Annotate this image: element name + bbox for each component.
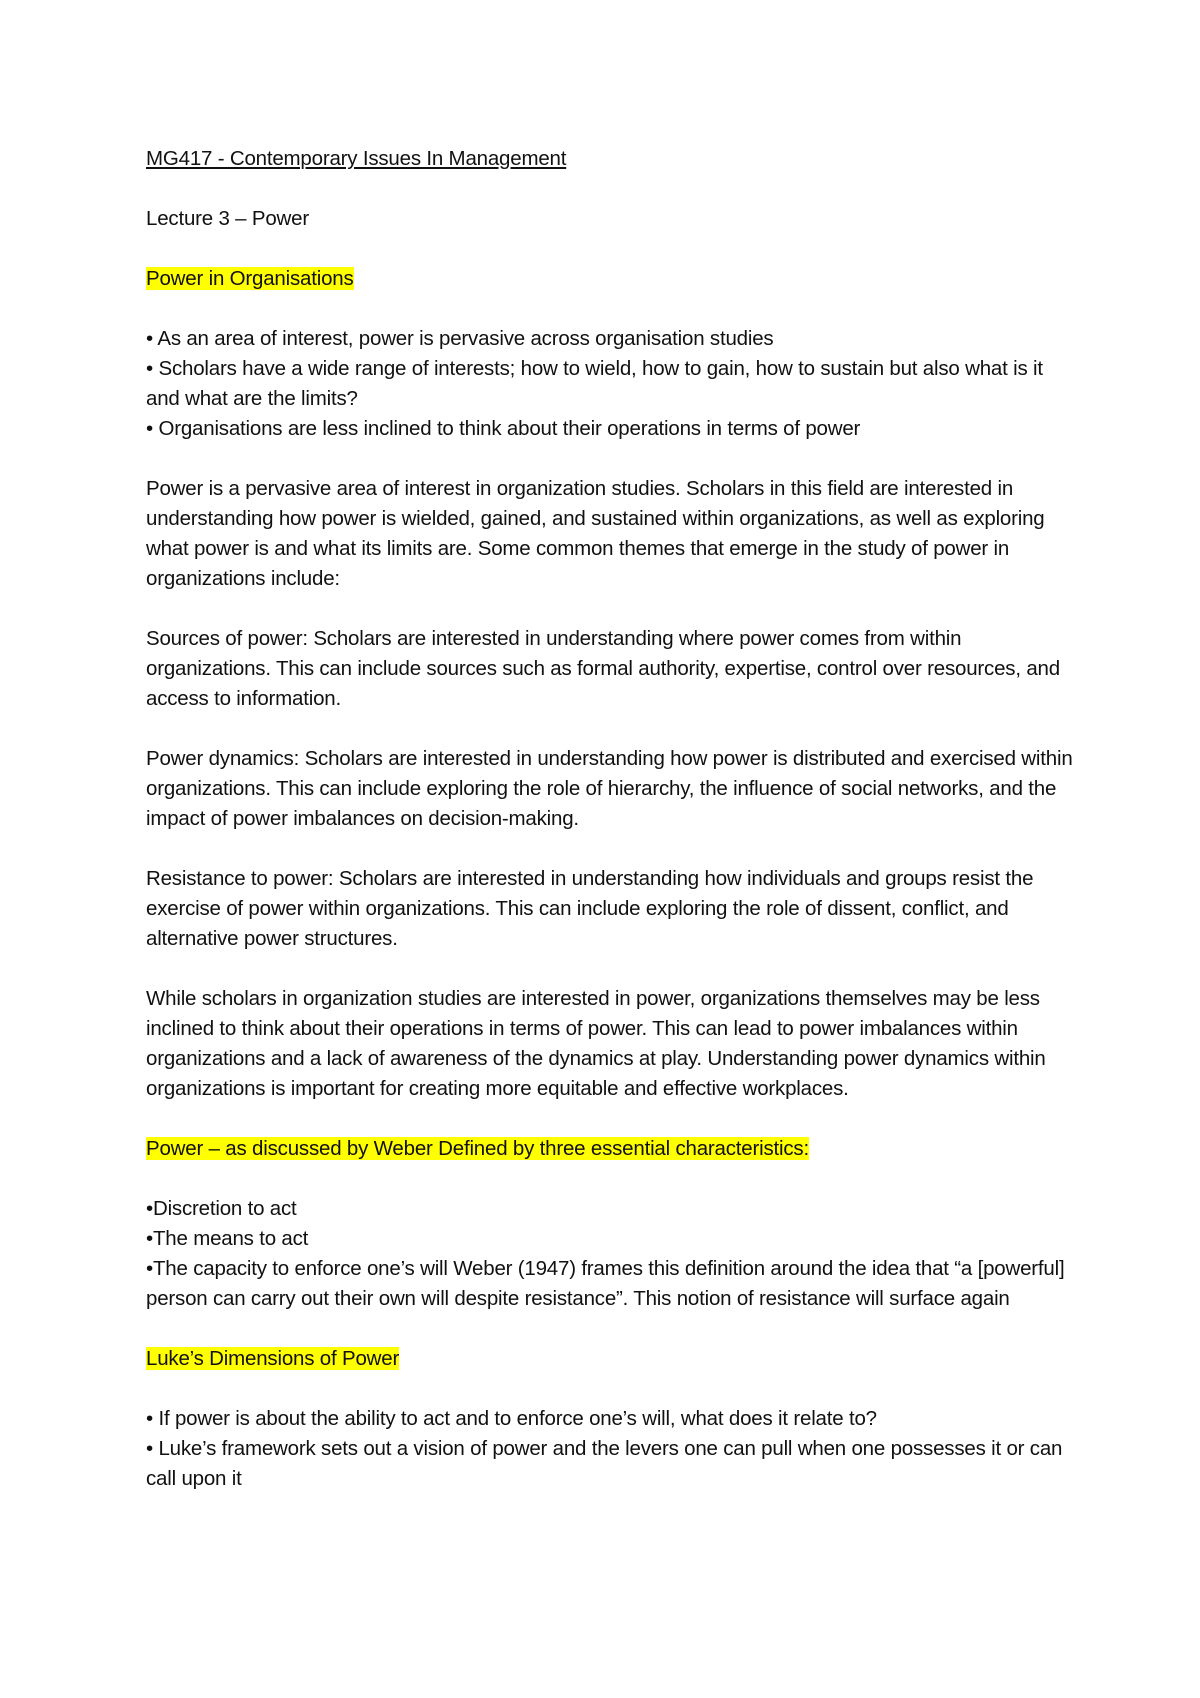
section-heading-power-in-organisations (146, 264, 1076, 294)
spacer (146, 1104, 1076, 1134)
spacer (146, 1164, 1076, 1194)
bullet-item: •The means to act (146, 1227, 309, 1250)
course-title-text: MG417 - Contemporary Issues In Management (146, 147, 567, 170)
bullet-item: • Luke’s framework sets out a vision of power and the levers one can pull when one possesses it or can call upon it (146, 1437, 1063, 1490)
document-body (146, 144, 1076, 1494)
paragraph-conclusion: While scholars in organization studies are interested in power, organizations themselves may be less inclined to think about their operations in terms of power. This can lead to power imbalances within organizations and a lack of awareness of the dynamics at play. Understanding power dynamics within organizations is important for creating more equitable and effective workplaces. (146, 987, 1046, 1100)
lecture-title: Lecture 3 – Power (146, 207, 309, 230)
bullet-item: • Scholars have a wide range of interests; how to wield, how to gain, how to sustain but also what is it and what are the limits? (146, 357, 1043, 410)
spacer (146, 954, 1076, 984)
paragraph-power-dynamics: Power dynamics: Scholars are interested in understanding how power is distributed and exercised within organizations. This can include exploring the role of hierarchy, the influence of social networks, and the impact of power imbalances on decision-making. (146, 747, 1073, 830)
spacer (146, 234, 1076, 264)
paragraph-intro: Power is a pervasive area of interest in organization studies. Scholars in this field are interested in understanding how power is wielded, gained, and sustained within organizations, as well as exploring what power is and what its limits are. Some common themes that emerge in the study of power in organizations include: (146, 477, 1045, 590)
bullet-item: • Organisations are less inclined to think about their operations in terms of power (146, 417, 861, 440)
section-heading-lukes-dimensions (146, 1344, 1076, 1374)
spacer (146, 714, 1076, 744)
spacer (146, 1314, 1076, 1344)
spacer (146, 294, 1076, 324)
spacer (146, 834, 1076, 864)
highlighted-heading: Luke’s Dimensions of Power (146, 1347, 400, 1370)
paragraph-resistance-to-power: Resistance to power: Scholars are interested in understanding how individuals and groups resist the exercise of power within organizations. This can include exploring the role of dissent, conflict, and alternative power structures. (146, 867, 1034, 950)
bullet-item: • As an area of interest, power is pervasive across organisation studies (146, 327, 774, 350)
spacer (146, 444, 1076, 474)
spacer (146, 1374, 1076, 1404)
section-heading-weber (146, 1134, 1076, 1164)
bullet-item: •Discretion to act (146, 1197, 297, 1220)
highlighted-heading: Power – as discussed by Weber Defined by three essential characteristics: (146, 1137, 809, 1160)
course-title (146, 144, 1076, 174)
bullet-item: • If power is about the ability to act and to enforce one’s will, what does it relate to? (146, 1407, 877, 1430)
spacer (146, 594, 1076, 624)
bullet-item: •The capacity to enforce one’s will Weber (1947) frames this definition around the idea that “a [powerful] person can carry out their own will despite resistance”. This notion of resistance will surface again (146, 1257, 1065, 1310)
paragraph-sources-of-power: Sources of power: Scholars are interested in understanding where power comes from within organizations. This can include sources such as formal authority, expertise, control over resources, and access to information. (146, 627, 1060, 710)
highlighted-heading: Power in Organisations (146, 267, 354, 290)
spacer (146, 174, 1076, 204)
